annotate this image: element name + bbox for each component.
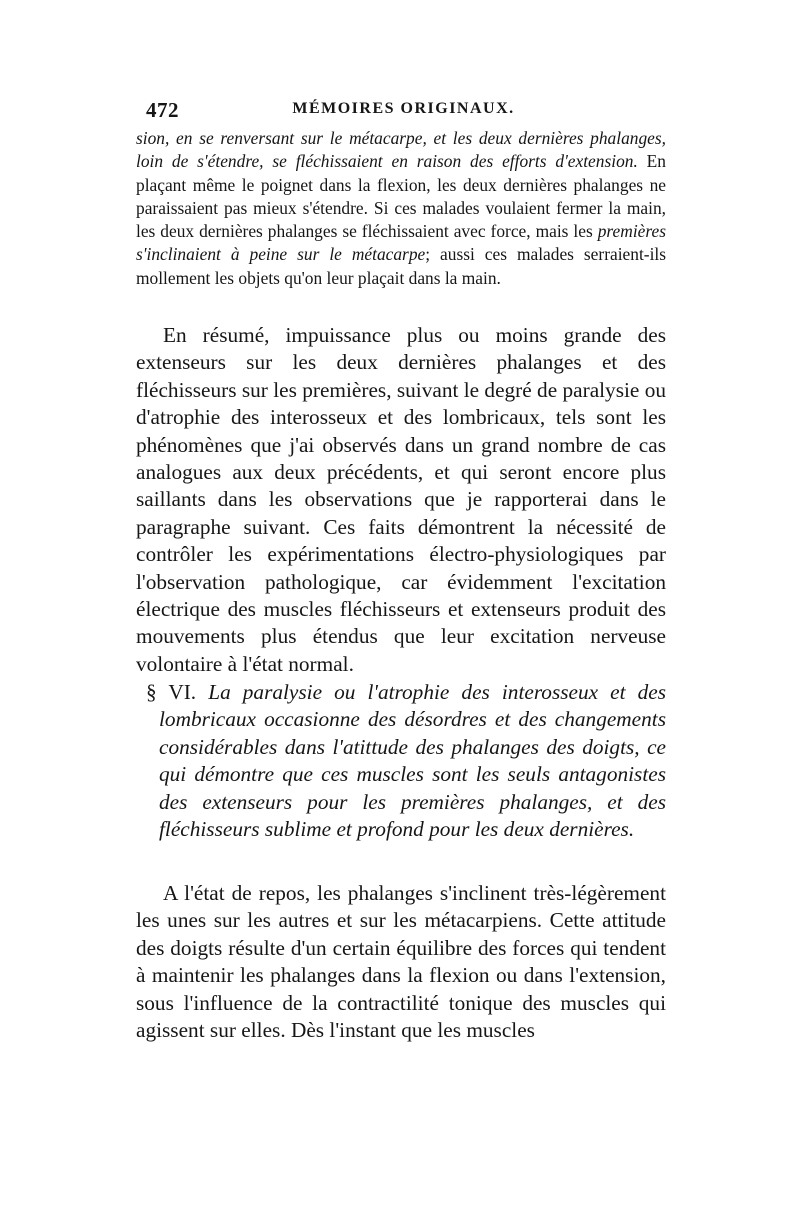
continuation-text-2: ; aussi ces malades serraient-ils mollement les objets qu'on leur plaçait dans la main. [136, 244, 667, 288]
italic-phrase-1: deux dernières phalanges, loin de s'étendre, se fléchissaient en raison des efforts d'extension. [136, 128, 667, 172]
page-number: 472 [146, 98, 179, 122]
running-header [146, 98, 661, 128]
section-heading [146, 679, 666, 843]
italic-phrase-2: premières s'inclinaient à peine sur le métacarpe [136, 221, 666, 265]
running-title: MÉMOIRES ORIGINAUX. [292, 100, 515, 117]
continuation-text-1: En plaçant même le poignet dans la flexion, les deux dernières phalanges ne paraissaient pas mieux s'étendre. Si ces malades voulaient fermer la main, les deux dernières phalanges se fléchissaient avec force, mais les [136, 151, 666, 242]
continued-word: sion, en se renversant sur le métacarpe, et les [136, 128, 479, 148]
paragraph-resume: En résumé, impuissance plus ou moins grande des extenseurs sur les deux dernières phalanges et des fléchisseurs sur les premières, suivant le degré de paralysie ou d'atrophie des interosseux et des lombricaux, tels sont les phénomènes que j'ai observés dans un grand nombre de cas analogues aux deux précédents, et qui seront encore plus saillants dans les observations que je rapporterai dans le paragraphe suivant. Ces faits démontrent la nécessité de contrôler les expérimentations électro-physiologiques par l'observation pathologique, car évidemment l'excitation électrique des muscles fléchisseurs et extenseurs produit des mouvements plus étendus que leur excitation nerveuse volontaire à l'état normal. [136, 323, 666, 676]
section-number: § VI. [146, 680, 197, 704]
paragraph-repos: A l'état de repos, les phalanges s'inclinent très-légèrement les unes sur les autres et sur les métacarpiens. Cette attitude des doigts résulte d'un certain équilibre des forces qui tendent à maintenir les phalanges dans la flexion ou dans l'extension, sous l'influence de la contractilité tonique des muscles qui agissent sur elles. Dès l'instant que les muscles [136, 881, 666, 1043]
section-title: La paralysie ou l'atrophie des interosseux et des lombricaux occasionne des désordres et des changements considérables dans l'atittude des phalanges des doigts, ce qui démontre que ces muscles sont les seuls antagonistes des extenseurs pour les premières phalanges, et des fléchisseurs sublime et profond pour les deux dernières. [159, 680, 666, 842]
continuation-paragraph [136, 127, 666, 290]
